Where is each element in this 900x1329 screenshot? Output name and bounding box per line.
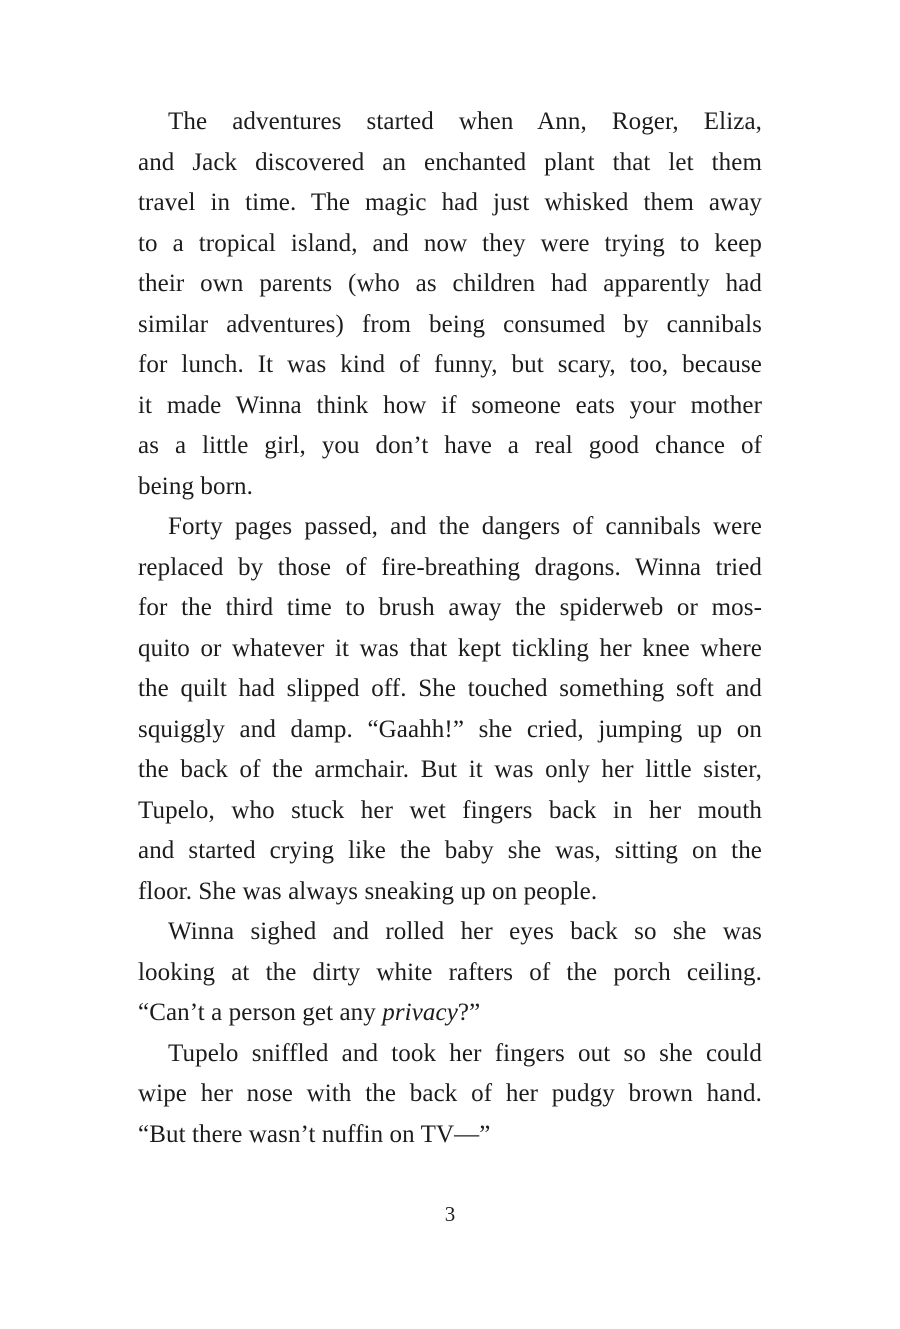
text-line: travel in time. The magic had just whisked them away: [138, 189, 762, 216]
text-line: similar adventures) from being consumed by cannibals: [138, 310, 762, 338]
text-line: The adventures started when Ann, Roger, Eliza,: [168, 108, 762, 135]
text-line: Forty pages passed, and the dangers of cannibals were: [168, 513, 762, 540]
page-number: 3: [444, 1202, 456, 1226]
text-line: wipe her nose with the back of her pudgy brown hand.: [138, 1080, 762, 1107]
text-line: their own parents (who as children had apparently had: [138, 270, 762, 297]
text-line: Tupelo sniffled and took her fingers out so she could: [168, 1039, 762, 1067]
text-line: “But there wasn’t nuffin on TV—”: [138, 1120, 491, 1148]
text-line: Winna sighed and rolled her eyes back so she was: [168, 918, 762, 945]
text-line: the quilt had slipped off. She touched something soft and: [138, 675, 762, 702]
text-line: to a tropical island, and now they were trying to keep: [138, 229, 762, 257]
text-line: for the third time to brush away the spiderweb or mos-: [138, 594, 762, 621]
text-line: Tupelo, who stuck her wet fingers back in her mouth: [138, 796, 762, 824]
text-line: looking at the dirty white rafters of the porch ceiling.: [138, 958, 762, 986]
text-line: and Jack discovered an enchanted plant that let them: [138, 148, 762, 176]
text-segment: “Can’t a person get any: [138, 999, 383, 1026]
text-line: it made Winna think how if someone eats your mother: [138, 391, 762, 419]
text-line: floor. She was always sneaking up on people.: [138, 877, 598, 905]
text-line: quito or whatever it was that kept tickling her knee where: [138, 634, 762, 662]
text-line: squiggly and damp. “Gaahh!” she cried, jumping up on: [138, 715, 762, 743]
text-line: being born.: [138, 472, 253, 500]
body-text: [138, 102, 762, 1155]
italic-text: privacy: [382, 999, 458, 1026]
text-line: [138, 993, 762, 1034]
text-line: and started crying like the baby she was, sitting on the: [138, 837, 762, 864]
text-line: the back of the armchair. But it was only her little sister,: [138, 756, 762, 783]
text-line: as a little girl, you don’t have a real good chance of: [138, 432, 762, 459]
text-line: for lunch. It was kind of funny, but scary, too, because: [138, 351, 762, 378]
text-segment: ?”: [457, 999, 481, 1026]
text-line: replaced by those of fire-breathing dragons. Winna tried: [138, 553, 762, 581]
